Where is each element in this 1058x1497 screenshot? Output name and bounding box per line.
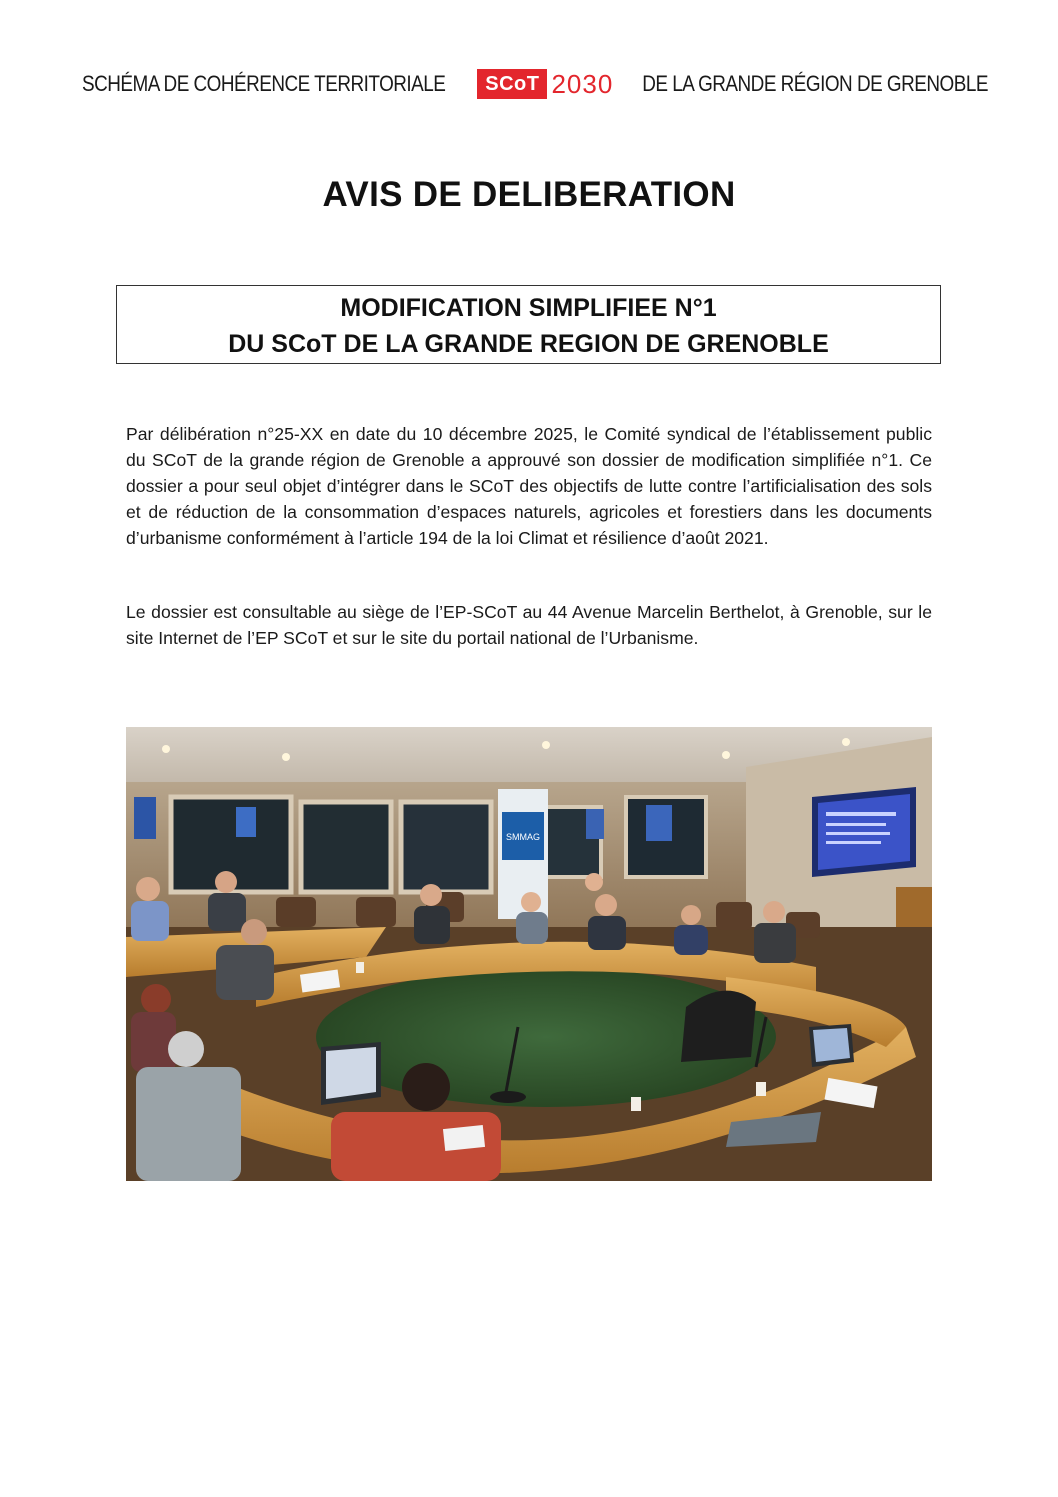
page-title: AVIS DE DELIBERATION xyxy=(322,175,736,214)
meeting-photo xyxy=(126,727,932,1181)
paragraph-consultation: Le dossier est consultable au siège de l’EP-SCoT au 44 Avenue Marcelin Berthelot, à Grenoble, sur le site Internet de l’EP SCoT et sur le site du portail national de l’Urbanisme. xyxy=(126,602,932,648)
logo-scot-label: SCoT xyxy=(477,69,547,99)
logo-year: 2030 xyxy=(551,69,614,99)
smmag-sign: SMMAG xyxy=(505,832,541,842)
paragraph-deliberation: Par délibération n°25-XX en date du 10 décembre 2025, le Comité syndical de l’établissement public du SCoT de la grande région de Grenoble a approuvé son dossier de modification simplifiée n°1. Ce dossier a pour seul objet d’intégrer dans le SCoT des objectifs de lutte contre l’artificialisation des sols et de réduction de la consommation d’espaces naturels, agricoles et forestiers dans les documents d’urbanisme conformément à l’article 194 de la loi Climat et résilience d’août 2021. xyxy=(126,424,932,548)
header-left-text: SCHÉMA DE COHÉRENCE TERRITORIALE xyxy=(82,71,446,96)
subject-box xyxy=(116,285,941,364)
page-header xyxy=(82,64,988,104)
subject-line-2: DU SCoT DE LA GRANDE REGION DE GRENOBLE xyxy=(228,330,829,358)
scot-logo xyxy=(477,68,613,100)
subject-line-1: MODIFICATION SIMPLIFIEE N°1 xyxy=(340,294,717,322)
header-right-text: DE LA GRANDE RÉGION DE GRENOBLE xyxy=(642,71,988,96)
